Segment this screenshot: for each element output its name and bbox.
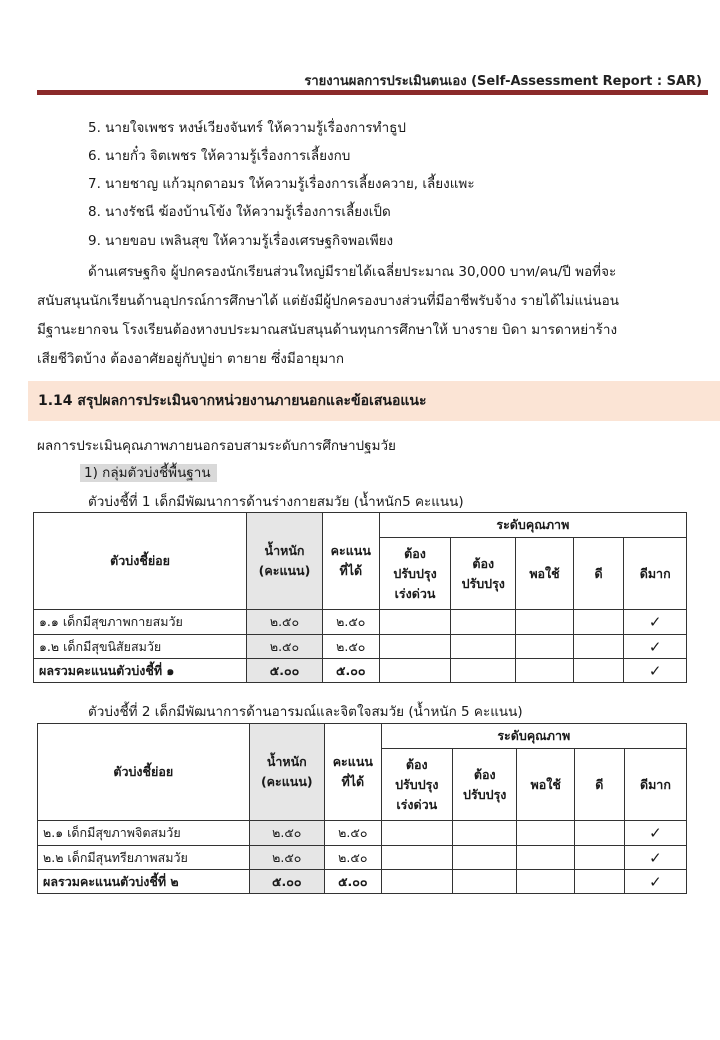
paragraph-line: ด้านเศรษฐกิจ ผู้ปกครองนักเรียนส่วนใหญ่มีรายได้เฉลี่ยประมาณ 30,000 บาท/คน/ปี พอที่จะ: [88, 264, 617, 280]
col-header-quality: ระดับคุณภาพ: [379, 513, 686, 538]
indicator-heading: ตัวบ่งชี้ที่ 2 เด็กมีพัฒนาการด้านอารมณ์และจิตใจสมวัย (น้ำหนัก 5 คะแนน): [88, 704, 523, 720]
list-item: 7. นายชาญ แก้วมุกดาอมร ให้ความรู้เรื่องการเลี้ยงควาย, เลี้ยงแพะ: [88, 176, 475, 192]
total-name: ผลรวมคะแนนตัวบ่งชี้ที่ ๑: [34, 659, 247, 683]
row-weight: ๒.๕๐: [249, 846, 324, 870]
col-header-indicator: ตัวบ่งชี้ย่อย: [34, 513, 247, 610]
col-header-good: ดี: [573, 538, 624, 610]
row-name: ๒.๒ เด็กมีสุนทรียภาพสมวัย: [38, 846, 250, 870]
total-name: ผลรวมคะแนนตัวบ่งชี้ที่ ๒: [38, 870, 250, 894]
row-name: ๑.๒ เด็กมีสุขนิสัยสมวัย: [34, 635, 247, 659]
col-header-weight: น้ำหนัก (คะแนน): [249, 724, 324, 821]
table-row: [34, 610, 687, 635]
paragraph-line: เสียชีวิตบ้าง ต้องอาศัยอยู่กับปู่ย่า ตายาย ซึ่งมีอายุมาก: [37, 351, 344, 367]
row-score: ๒.๕๐: [325, 846, 382, 870]
header-rule: [37, 90, 708, 95]
col-header-very-good: ดีมาก: [624, 538, 687, 610]
row-weight: ๒.๕๐: [249, 821, 324, 846]
total-weight: ๕.๐๐: [249, 870, 324, 894]
total-score: ๕.๐๐: [322, 659, 379, 683]
total-score: ๕.๐๐: [325, 870, 382, 894]
col-header-weight: น้ำหนัก (คะแนน): [247, 513, 323, 610]
check-mark: ✓: [624, 659, 687, 683]
row-name: ๑.๑ เด็กมีสุขภาพกายสมวัย: [34, 610, 247, 635]
check-mark: ✓: [624, 870, 686, 894]
group-label-text: 1) กลุ่มตัวบ่งชี้พื้นฐาน: [80, 464, 217, 482]
list-item: 6. นายกั๋ว จิตเพชร ให้ความรู้เรื่องการเลี้ยงกบ: [88, 148, 351, 164]
table-row: [38, 821, 687, 846]
row-weight: ๒.๕๐: [247, 610, 323, 635]
col-header-score: คะแนน ที่ได้: [322, 513, 379, 610]
paragraph-line: สนับสนุนนักเรียนด้านอุปกรณ์การศึกษาได้ แต่ยังมีผู้ปกครองบางส่วนที่มีอาชีพรับจ้าง รายได้ไม่แน่นอน: [37, 293, 619, 309]
table-row: [38, 846, 687, 870]
indicator-table-2: [37, 723, 687, 894]
list-item: 8. นางรัชนี ฆ้องบ้านโข้ง ให้ความรู้เรื่องการเลี้ยงเป็ด: [88, 204, 391, 220]
indicator-heading: ตัวบ่งชี้ที่ 1 เด็กมีพัฒนาการด้านร่างกายสมวัย (น้ำหนัก5 คะแนน): [88, 494, 464, 510]
paragraph-line: มีฐานะยากจน โรงเรียนต้องหางบประมาณสนับสนุนด้านทุนการศึกษาให้ บางราย บิดา มารดาหย่าร้าง: [37, 322, 618, 338]
table-total-row: [34, 659, 687, 683]
section-heading-bar: [28, 381, 720, 421]
section-title: 1.14 สรุปผลการประเมินจากหน่วยงานภายนอกและข้อเสนอแนะ: [38, 393, 427, 409]
table-total-row: [38, 870, 687, 894]
report-header-title: รายงานผลการประเมินตนเอง (Self-Assessment Report : SAR): [304, 74, 702, 89]
row-name: ๒.๑ เด็กมีสุขภาพจิตสมวัย: [38, 821, 250, 846]
check-mark: ✓: [624, 610, 687, 635]
table-row: [34, 635, 687, 659]
row-score: ๒.๕๐: [322, 635, 379, 659]
indicator-table-1: [33, 512, 687, 683]
row-score: ๒.๕๐: [322, 610, 379, 635]
col-header-urgent: ต้อง ปรับปรุง เร่งด่วน: [379, 538, 451, 610]
col-header-improve: ต้อง ปรับปรุง: [451, 538, 516, 610]
total-weight: ๕.๐๐: [247, 659, 323, 683]
list-item: 5. นายใจเพชร หงษ์เวียงจันทร์ ให้ความรู้เรื่องการทำธูป: [88, 120, 406, 136]
col-header-fair: พอใช้: [516, 538, 574, 610]
col-header-very-good: ดีมาก: [624, 749, 686, 821]
col-header-improve: ต้อง ปรับปรุง: [452, 749, 517, 821]
row-weight: ๒.๕๐: [247, 635, 323, 659]
col-header-score: คะแนน ที่ได้: [325, 724, 382, 821]
col-header-indicator: ตัวบ่งชี้ย่อย: [38, 724, 250, 821]
section-intro: ผลการประเมินคุณภาพภายนอกรอบสามระดับการศึกษาปฐมวัย: [37, 438, 396, 454]
group-label: [80, 461, 217, 483]
check-mark: ✓: [624, 846, 686, 870]
col-header-urgent: ต้อง ปรับปรุง เร่งด่วน: [381, 749, 452, 821]
col-header-good: ดี: [574, 749, 624, 821]
row-score: ๒.๕๐: [325, 821, 382, 846]
col-header-quality: ระดับคุณภาพ: [381, 724, 686, 749]
check-mark: ✓: [624, 635, 687, 659]
list-item: 9. นายขอบ เพลินสุข ให้ความรู้เรื่องเศรษฐกิจพอเพียง: [88, 233, 394, 249]
check-mark: ✓: [624, 821, 686, 846]
col-header-fair: พอใช้: [517, 749, 574, 821]
